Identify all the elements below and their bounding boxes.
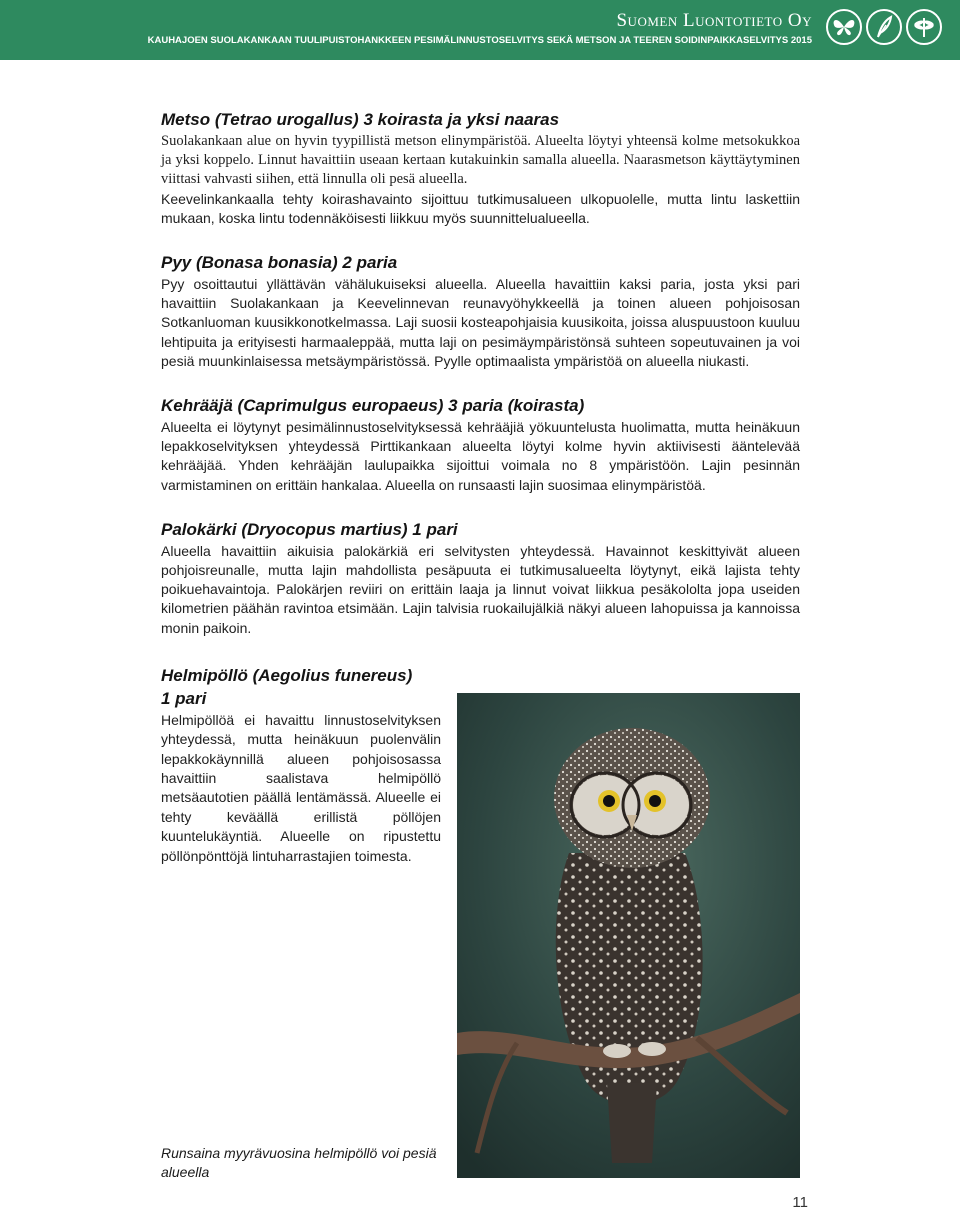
feather-icon [866, 9, 902, 45]
section-metso [161, 108, 800, 228]
section-helmipollo [161, 664, 441, 866]
section-pyy [161, 251, 800, 371]
section-paragraph: Keevelinkankaalla tehty koirashavainto sijoittuu tutkimusalueen ulkopuolelle, mutta lintu laskettiin mukaan, koska lintu todennäköisesti liikkuu myös suunnittelualueella. [161, 190, 800, 226]
owl-photo [457, 693, 800, 1178]
page-number: 11 [792, 1194, 808, 1211]
brand-name: Suomen Luontotieto Oy [616, 10, 812, 31]
section-heading: Pyy (Bonasa bonasia) 2 paria [161, 253, 398, 273]
section-heading: Metso (Tetrao urogallus) 3 koirasta ja yksi naaras [161, 110, 560, 129]
section-heading: Palokärki (Dryocopus martius) 1 pari [161, 519, 458, 539]
photo-caption: Runsaina myyrävuosina helmipöllö voi pesiä alueella [161, 1145, 437, 1180]
section-heading-line2: 1 pari [161, 688, 207, 708]
butterfly-icon [826, 9, 862, 45]
section-kehraaja [161, 394, 800, 495]
section-paragraph: Alueella havaittiin aikuisia palokärkiä eri selvitysten yhteydessä. Havainnot keskittyivät alueen pohjoisreunalle, mutta lajin mahdollista pesäpuuta ei tutkimusalueelta löytynyt, eikä lajista tehty poikuehavaintoja. Palokärjen reviiri on erittäin laaja ja linnut voivat liikkua pesäkololta jopa useiden kilometrien päähän ravintoa etsimään. Lajin talvisia ruokailujälkiä näkyi alueen lahopuissa ja kannoissa monin paikoin. [161, 542, 800, 636]
section-paragraph: Helmipöllöä ei havaittu linnustoselvityksen yhteydessä, mutta heinäkuun puolenvälin lepakkokäynnillä alueen pohjoisosassa havaittiin saalistava helmipöllö metsäautotien päällä lentämässä. Alueelle ei tehty keväällä erillistä pöllöjen kuuntelukäyntiä. Alueelle on ripustettu pöllönpönttöjä lintuharrastajien toimesta. [161, 711, 441, 864]
section-heading: Helmipöllö (Aegolius funereus) [161, 665, 413, 685]
dragonfly-icon [906, 9, 942, 45]
section-paragraph: Pyy osoittautui yllättävän vähälukuiseksi alueella. Alueella havaittiin kaksi paria, josta yksi pari havaittiin Suolakankaan ja Keevelinnevan reunavyöhykkeellä ja toinen alueen pohjoisosan Sotkanluoman kuusikkonotkelmassa. Laji suosii kosteapohjaisia kuusikoita, joissa aluspuustoon kuuluu lehtipuita ja erityisesti harmaaleppää, mutta laji on pesimäympäristönsä suhteen sopeutuvainen ja voi pesiä muunkinlaisessa metsäympäristössä. Pyylle optimaalista ympäristöä on alueella niukasti. [161, 276, 800, 369]
section-heading: Kehrääjä (Caprimulgus europaeus) 3 paria (koirasta) [161, 396, 585, 416]
report-title: KAUHAJOEN SUOLAKANKAAN TUULIPUISTOHANKKEEN PESIMÄLINNUSTOSELVITYS SEKÄ METSON JA TEEREN SOIDINPAIKKASELVITYS 2015 [147, 35, 812, 46]
section-palokarki [161, 518, 800, 638]
section-paragraph-serif: Suolakankaan alue on hyvin tyypillistä metson elinympäristöä. Alueelta löytyi yhteensä kolme metsokukkoa ja yksi koppelo. Linnut havaittiin useaan kertaan kutakuinkin samalla alueella. Naarasmetson käyttäytyminen viittasi vahvasti siihen, että linnulla oli pesä alueella. [161, 133, 800, 188]
section-paragraph: Alueelta ei löytynyt pesimälinnustoselvityksessä kehrääjiä yökuuntelusta huolimatta, mutta heinäkuun lepakkoselvityksen yhteydessä Pirttikankaan alueelta löytyi kolme hyvin aktiivisesti ääntelevää kehrääjää. Yhden kehrääjän laulupaikka sijoittui voimala no 8 ympäristöön. Lajin pesinnän varmistaminen on erittäin hankalaa. Alueella on runsaasti lajin suosimaa elinympäristöä. [161, 419, 800, 493]
page-header [0, 0, 960, 60]
header-icons [826, 9, 942, 45]
